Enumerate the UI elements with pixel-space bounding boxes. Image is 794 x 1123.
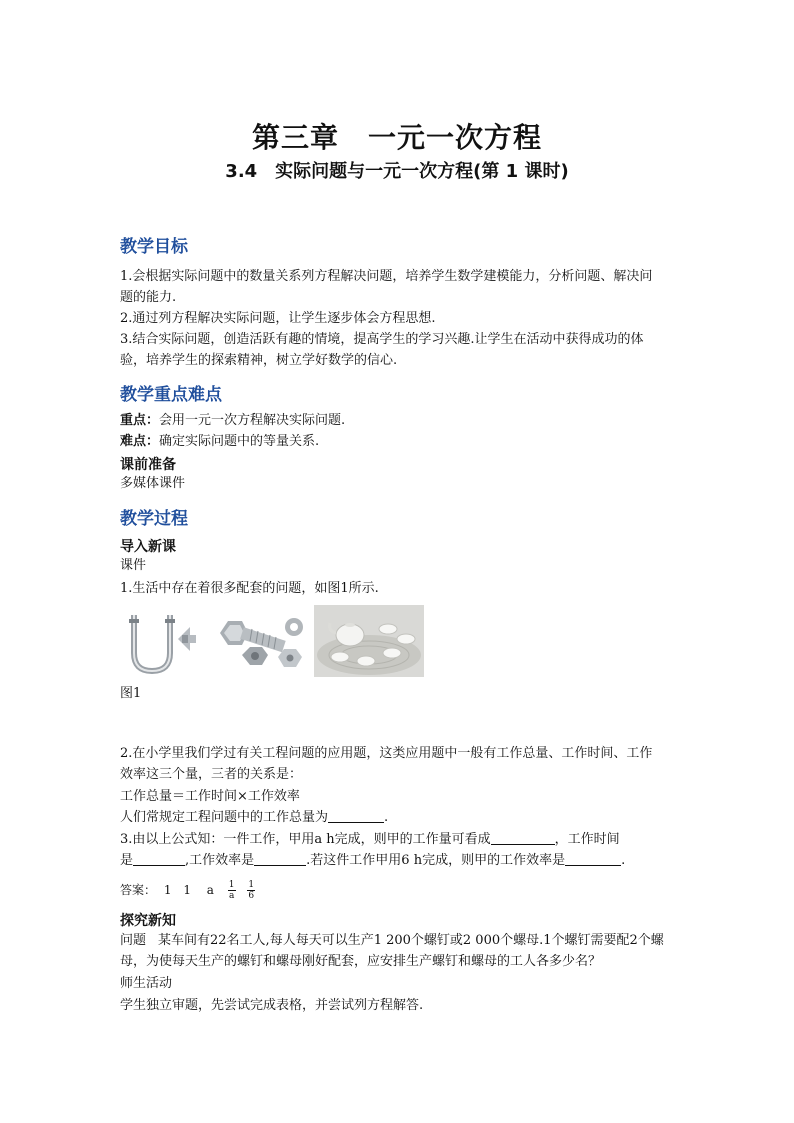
- item-3-line-1: [120, 829, 700, 850]
- objective-line: 验，培养学生的探索精神，树立学好数学的信心.: [120, 353, 398, 368]
- answer-line: [120, 880, 259, 901]
- item-3-text-a: 3.由以上公式知：一件工作，甲用a h完成，则甲的工作量可看成: [120, 832, 491, 847]
- u-bolt-icon: [120, 605, 202, 677]
- difficulty-label: 难点：: [120, 434, 160, 449]
- tea-set-image: [314, 605, 424, 677]
- problem-label: 问题: [120, 933, 147, 948]
- answer-blank: [254, 851, 306, 866]
- process-heading: 教学过程: [120, 509, 188, 529]
- objectives-list: [120, 266, 700, 371]
- key-points-heading: 教学重点难点: [120, 385, 222, 405]
- activity-text: 学生独立审题，先尝试完成表格，并尝试列方程解答.: [120, 998, 424, 1013]
- u-bolt-image: [120, 605, 202, 677]
- item-2-line-1: 2.在小学里我们学过有关工程问题的应用题，这类应用题中一般有工作总量、工作时间、工作: [120, 746, 653, 761]
- item-3-text-c: 是: [120, 853, 134, 868]
- key-label: 重点：: [120, 413, 160, 428]
- answer-blank: [133, 851, 185, 866]
- key-point-line: [120, 410, 690, 431]
- answer-blank: [328, 808, 384, 823]
- objective-line: 2.通过列方程解决实际问题，让学生逐步体会方程思想.: [120, 311, 436, 326]
- item-2-line-2: 效率这三个量，三者的关系是：: [120, 767, 303, 782]
- activity-heading: 师生活动: [120, 976, 173, 991]
- objectives-heading: 教学目标: [120, 237, 188, 257]
- problem-line-1: [120, 930, 700, 951]
- rule-line: [120, 807, 690, 828]
- tea-set-icon: [314, 605, 424, 677]
- page-title: 第三章 一元一次方程: [251, 121, 542, 154]
- answer-fraction: [247, 880, 255, 901]
- item-3-line-2: [120, 850, 700, 871]
- objective-line: 题的能力.: [120, 290, 177, 305]
- explore-heading: 探究新知: [120, 913, 176, 929]
- problem-text: 某车间有22名工人,每人每天可以生产1 200个螺钉或2 000个螺母.1个螺钉需要配2个螺: [158, 933, 664, 948]
- objective-line: 3.结合实际问题，创造活跃有趣的情境，提高学生的学习兴趣.让学生在活动中获得成功的体: [120, 332, 644, 347]
- item-1: 1.生活中存在着很多配套的问题，如图1所示.: [120, 581, 379, 596]
- intro-heading: 导入新课: [120, 539, 176, 555]
- key-text: 会用一元一次方程解决实际问题.: [159, 413, 346, 428]
- bolt-nut-icon: [212, 605, 308, 677]
- bolts-nuts-image: [212, 605, 308, 677]
- formula: 工作总量＝工作时间×工作效率: [120, 789, 300, 804]
- figure-caption: 图1: [120, 686, 142, 701]
- answer-value: 1: [163, 883, 172, 897]
- item-3-text-e: .若这件工作甲用6 h完成，则甲的工作效率是: [306, 853, 566, 868]
- page-subtitle: 3.4 实际问题与一元一次方程(第 1 课时): [225, 161, 569, 182]
- answer-blank: [565, 851, 621, 866]
- rule-text: 人们常规定工程问题中的工作总量为: [120, 810, 329, 825]
- rule-end: .: [384, 810, 389, 825]
- fraction-numerator: 1: [248, 880, 255, 890]
- answer-label: 答案：: [120, 883, 157, 897]
- objective-line: 1.会根据实际问题中的数量关系列方程解决问题，培养学生数学建模能力，分析问题、解决问: [120, 269, 653, 284]
- difficulty-line: [120, 431, 690, 452]
- item-3-text-b: ，工作时间: [554, 832, 620, 847]
- item-3-text-f: .: [621, 853, 626, 868]
- answer-value: 1: [183, 883, 191, 897]
- prep-text: 多媒体课件: [120, 476, 186, 491]
- answer-fraction: [228, 880, 236, 901]
- item-3-text-d: ,工作效率是: [185, 853, 255, 868]
- fraction-numerator: 1: [228, 880, 235, 890]
- answer-value: a: [206, 883, 214, 897]
- problem-line-2: 母，为使每天生产的螺钉和螺母刚好配套，应安排生产螺钉和螺母的工人各多少名？: [120, 954, 602, 969]
- prep-heading: 课前准备: [120, 457, 176, 473]
- answer-blank: [491, 830, 555, 845]
- difficulty-text: 确定实际问题中的等量关系.: [159, 434, 320, 449]
- courseware-text: 课件: [120, 558, 147, 573]
- fraction-denominator: a: [228, 891, 235, 901]
- fraction-denominator: 6: [248, 891, 255, 901]
